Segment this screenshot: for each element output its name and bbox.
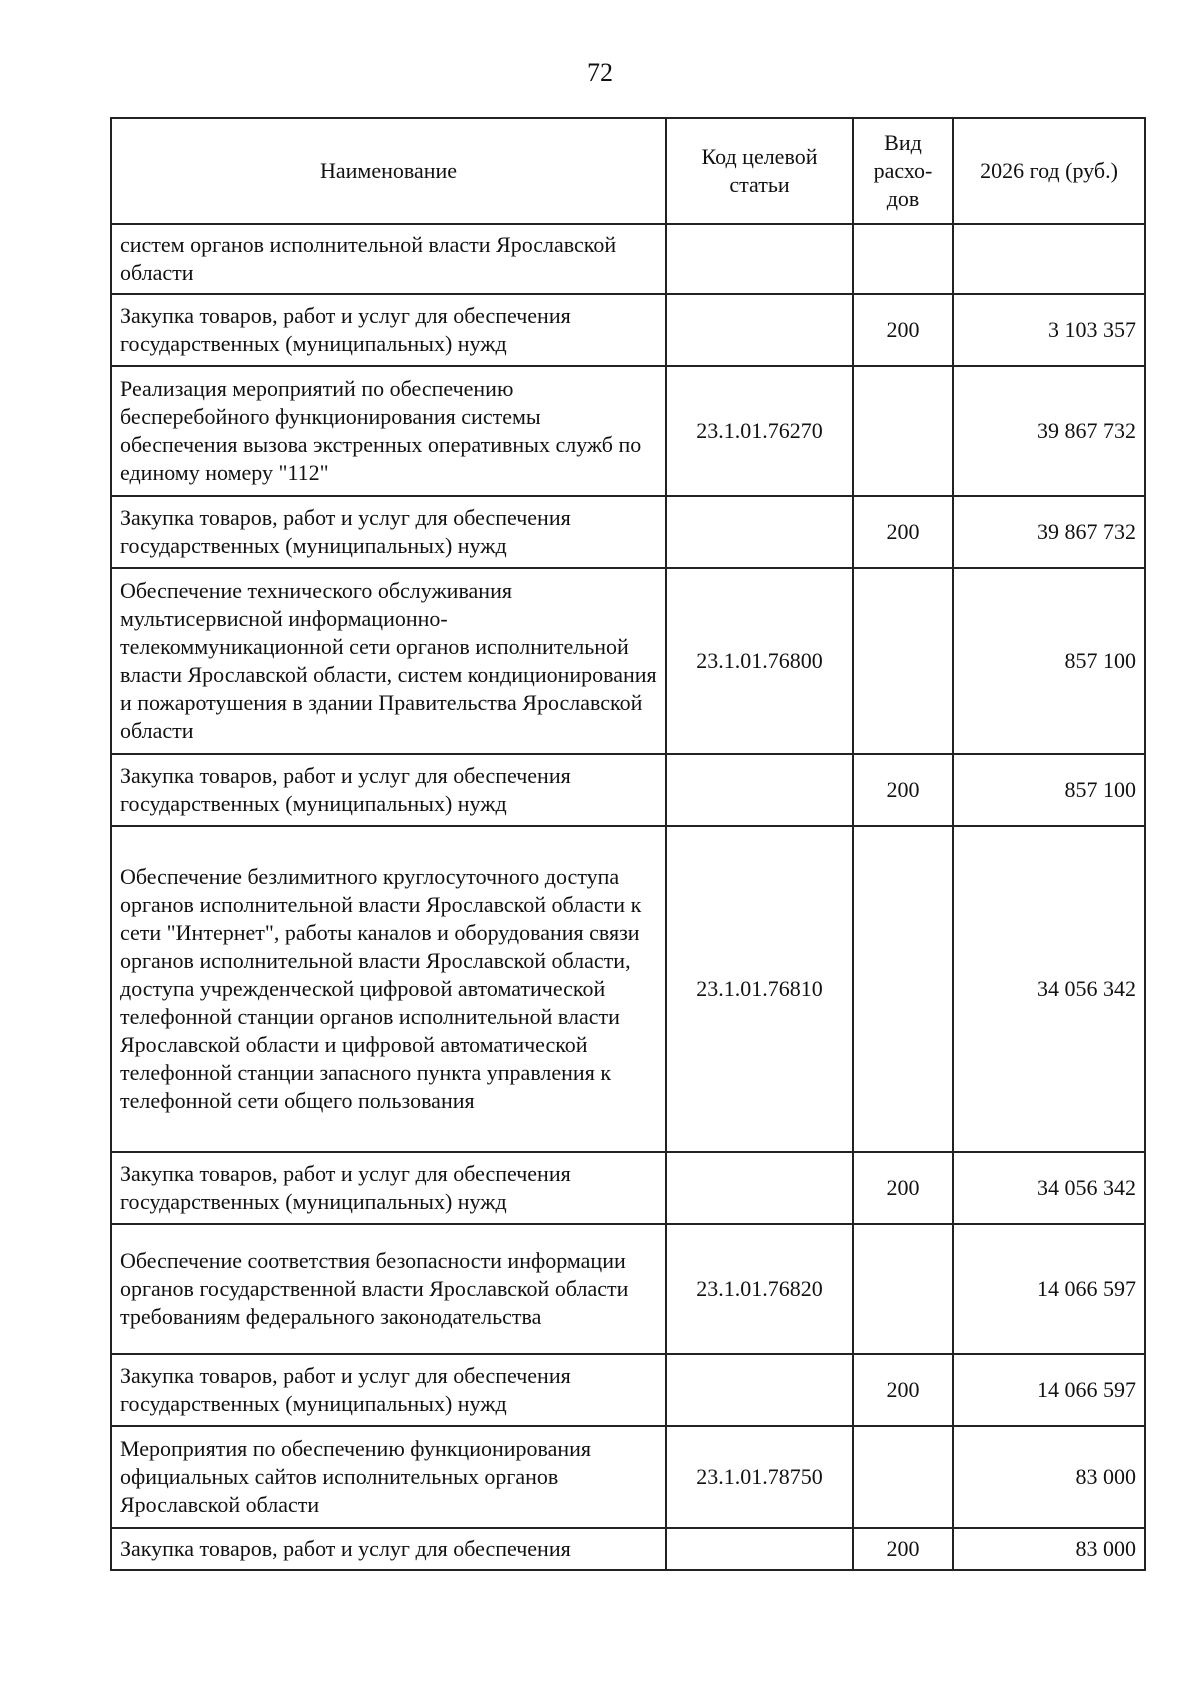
cell-amount: 83 000 xyxy=(953,1426,1145,1528)
cell-name: Закупка товаров, работ и услуг для обеспечения государственных (муниципальных) нужд xyxy=(111,496,666,568)
cell-code: 23.1.01.78750 xyxy=(666,1426,853,1528)
cell-code: 23.1.01.76820 xyxy=(666,1224,853,1354)
cell-code xyxy=(666,1528,853,1570)
cell-amount: 857 100 xyxy=(953,568,1145,754)
cell-code: 23.1.01.76270 xyxy=(666,366,853,496)
table-body xyxy=(111,224,1145,1570)
table-row xyxy=(111,496,1145,568)
table-row xyxy=(111,224,1145,294)
table-row xyxy=(111,1224,1145,1354)
cell-kind xyxy=(853,568,953,754)
cell-name: систем органов исполнительной власти Ярославской области xyxy=(111,224,666,294)
header-row xyxy=(111,118,1145,224)
cell-kind xyxy=(853,826,953,1152)
cell-kind xyxy=(853,1426,953,1528)
table-row xyxy=(111,1426,1145,1528)
cell-amount: 39 867 732 xyxy=(953,366,1145,496)
cell-kind: 200 xyxy=(853,1152,953,1224)
budget-table xyxy=(110,117,1146,1571)
cell-code: 23.1.01.76800 xyxy=(666,568,853,754)
cell-name: Реализация мероприятий по обеспечению бесперебойного функционирования системы обеспечения вызова экстренных оперативных служб по единому номеру "112" xyxy=(111,366,666,496)
cell-amount xyxy=(953,224,1145,294)
cell-amount: 14 066 597 xyxy=(953,1224,1145,1354)
cell-amount: 83 000 xyxy=(953,1528,1145,1570)
cell-code xyxy=(666,496,853,568)
cell-name: Обеспечение соответствия безопасности информации органов государственной власти Ярославской области требованиям федерального законодательства xyxy=(111,1224,666,1354)
page-number: 72 xyxy=(587,58,613,87)
cell-amount: 857 100 xyxy=(953,754,1145,826)
header-kind: Вид расхо- дов xyxy=(853,118,953,224)
table-row xyxy=(111,1152,1145,1224)
cell-code xyxy=(666,754,853,826)
cell-kind xyxy=(853,1224,953,1354)
cell-name: Обеспечение безлимитного круглосуточного доступа органов исполнительной власти Ярославской области к сети "Интернет", работы каналов и оборудования связи органов исполнительной власти Ярославской области, доступа учрежденческой цифровой автоматической телефонной станции органов исполнительной власти Ярославской области и цифровой автоматической телефонной станции запасного пункта управления к телефонной сети общего пользования xyxy=(111,826,666,1152)
cell-code: 23.1.01.76810 xyxy=(666,826,853,1152)
cell-name: Обеспечение технического обслуживания мультисервисной информационно-телекоммуникационной сети органов исполнительной власти Ярославской области, систем кондиционирования и пожаротушения в здании Правительства Ярославской области xyxy=(111,568,666,754)
header-code: Код целевой статьи xyxy=(666,118,853,224)
cell-kind xyxy=(853,224,953,294)
cell-code xyxy=(666,294,853,366)
cell-name: Закупка товаров, работ и услуг для обеспечения государственных (муниципальных) нужд xyxy=(111,1152,666,1224)
cell-kind xyxy=(853,366,953,496)
table-row xyxy=(111,294,1145,366)
header-name: Наименование xyxy=(111,118,666,224)
cell-kind: 200 xyxy=(853,1528,953,1570)
table-row xyxy=(111,568,1145,754)
cell-kind: 200 xyxy=(853,496,953,568)
table-row xyxy=(111,754,1145,826)
cell-name: Закупка товаров, работ и услуг для обеспечения государственных (муниципальных) нужд xyxy=(111,1354,666,1426)
table-row xyxy=(111,826,1145,1152)
cell-amount: 3 103 357 xyxy=(953,294,1145,366)
header-amount: 2026 год (руб.) xyxy=(953,118,1145,224)
cell-amount: 34 056 342 xyxy=(953,826,1145,1152)
table-row xyxy=(111,1354,1145,1426)
table-row xyxy=(111,1528,1145,1570)
cell-name: Закупка товаров, работ и услуг для обеспечения xyxy=(111,1528,666,1570)
cell-amount: 39 867 732 xyxy=(953,496,1145,568)
cell-amount: 14 066 597 xyxy=(953,1354,1145,1426)
cell-code xyxy=(666,1354,853,1426)
cell-kind: 200 xyxy=(853,1354,953,1426)
cell-kind: 200 xyxy=(853,754,953,826)
table-header xyxy=(111,118,1145,224)
cell-code xyxy=(666,224,853,294)
cell-name: Мероприятия по обеспечению функционирования официальных сайтов исполнительных органов Ярославской области xyxy=(111,1426,666,1528)
cell-kind: 200 xyxy=(853,294,953,366)
cell-name: Закупка товаров, работ и услуг для обеспечения государственных (муниципальных) нужд xyxy=(111,754,666,826)
table-row xyxy=(111,366,1145,496)
cell-amount: 34 056 342 xyxy=(953,1152,1145,1224)
cell-name: Закупка товаров, работ и услуг для обеспечения государственных (муниципальных) нужд xyxy=(111,294,666,366)
cell-code xyxy=(666,1152,853,1224)
